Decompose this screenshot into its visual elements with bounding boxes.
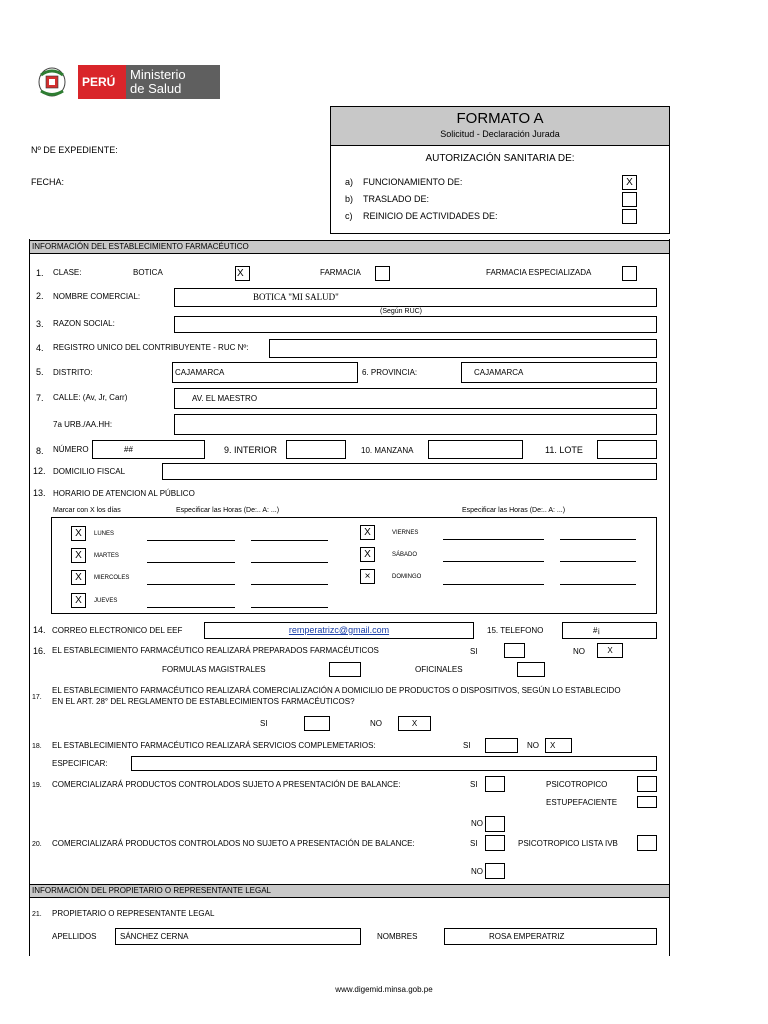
domicilio-fiscal-label: DOMICILIO FISCAL [53,467,126,476]
telefono-label: 15. TELEFONO [487,626,544,635]
domicilio-fiscal-field[interactable] [162,463,657,480]
farmacia-especializada-checkbox[interactable] [622,266,637,281]
apellidos-field[interactable] [115,928,361,945]
psico-ivb-label: PSICOTROPICO LISTA IVB [518,839,618,848]
clase-label: CLASE: [53,268,82,277]
footer-url[interactable]: www.digemid.minsa.gob.pe [335,985,433,994]
jueves-hour-to[interactable] [251,607,328,608]
martes-hour-to[interactable] [251,562,328,563]
item-number: 8. [36,446,44,456]
viernes-hour-from[interactable] [443,539,544,540]
item-number: 7. [36,393,44,403]
item-number: 20. [32,841,42,848]
manzana-field[interactable] [428,440,523,459]
item-number: 19. [32,782,42,789]
numero-field[interactable] [92,440,205,459]
interior-label: 9. INTERIOR [224,445,278,455]
form-title-box [330,106,670,234]
q19-text: COMERCIALIZARÁ PRODUCTOS CONTROLADOS SUJETO A PRESENTACIÓN DE BALANCE: [52,780,401,789]
segun-ruc-note: (Según RUC) [380,308,423,315]
item-number: 21. [32,911,42,918]
viernes-checkbox[interactable]: X [360,525,375,540]
lote-label: 11. LOTE [545,445,583,455]
viernes-hour-to[interactable] [560,539,636,540]
telefono-value: #¡ [593,626,601,635]
psico-ivb-box[interactable] [637,835,657,851]
coat-of-arms-icon [32,65,72,99]
item-number: 13. [33,488,46,498]
q17-no-mark: X [411,719,418,728]
calle-value: AV. EL MAESTRO [192,394,258,403]
nombres-label: NOMBRES [377,932,418,941]
correo-label: CORREO ELECTRONICO DEL EEF [52,626,183,635]
nombre-comercial-value: BOTICA "MI SALUD" [253,292,339,302]
item-number: 3. [36,319,44,329]
interior-field[interactable] [286,440,346,459]
expediente-label: Nº DE EXPEDIENTE: [31,145,118,155]
auth-option-label: REINICIO DE ACTIVIDADES DE: [363,211,498,221]
calle-field[interactable] [174,388,657,409]
q16-si-box[interactable] [504,643,525,658]
horario-label: HORARIO DE ATENCION AL PÚBLICO [53,489,195,498]
razon-social-field[interactable] [174,316,657,333]
marcar-dias-note: Marcar con X los días [53,507,121,514]
q20-si-box[interactable] [485,835,505,851]
q17-line1: EL ESTABLECIMIENTO FARMACÉUTICO REALIZARÁ COMERCIALIZACIÓN A DOMICILIO DE PRODUCTOS O DISPOSITIVOS, SEGÚN LO ESTABLECIDO [52,686,621,695]
miercoles-label: MIERCOLES [94,575,130,581]
urbanizacion-field[interactable] [174,414,657,435]
q16-no-box[interactable] [597,643,623,658]
q17-no-box[interactable] [398,716,431,731]
q17-no-label: NO [370,719,382,728]
numero-label: NÚMERO [53,445,89,454]
correo-field[interactable] [204,622,474,639]
q16-text: EL ESTABLECIMIENTO FARMACÉUTICO REALIZARÁ PREPARADOS FARMACÉUTICOS [52,646,379,655]
traslado-checkbox[interactable] [622,192,637,207]
sabado-hour-from[interactable] [443,561,544,562]
q16-no-mark: X [607,646,613,655]
auth-option-label: FUNCIONAMIENTO DE: [363,177,463,187]
jueves-label: JUEVES [94,598,118,604]
jueves-hour-from[interactable] [147,607,235,608]
miercoles-hour-to[interactable] [251,584,328,585]
especificar-field[interactable] [131,756,657,771]
ruc-field[interactable] [269,339,657,358]
item-number: 12. [33,466,46,476]
q20-no-label: NO [471,867,483,876]
formulas-box[interactable] [329,662,361,677]
q17-si-label: SI [260,719,268,728]
item-number: 5. [36,367,44,377]
propietario-label: PROPIETARIO O REPRESENTANTE LEGAL [52,909,215,918]
q17-line2: EN EL ART. 28° DEL REGLAMENTO DE ESTABLECIMIENTOS FARMACÉUTICOS? [52,697,355,706]
telefono-field[interactable] [562,622,657,639]
domingo-hour-from[interactable] [443,584,544,585]
especificar-horas-left: Especificar las Horas (De:.. A: ...) [176,507,280,514]
q19-si-label: SI [470,780,478,789]
botica-checkbox[interactable]: X [235,266,250,281]
botica-label: BOTICA [133,268,163,277]
provincia-field[interactable] [461,362,657,383]
q18-si-box[interactable] [485,738,518,753]
martes-hour-from[interactable] [147,562,235,563]
lunes-hour-to[interactable] [251,540,328,541]
logo-country: PERÚ [82,75,116,89]
logo-line1: Ministerio [130,67,186,82]
domingo-label: DOMINGO [392,574,422,580]
domingo-hour-to[interactable] [560,584,636,585]
q18-si-label: SI [463,741,471,750]
especificar-label: ESPECIFICAR: [52,759,108,768]
ministry-logo [32,65,220,99]
psicotropico-label: PSICOTROPICO [546,780,608,789]
nombres-field[interactable] [444,928,657,945]
urbanizacion-label: 7a URB./AA.HH: [53,420,113,429]
q18-no-box[interactable] [545,738,572,753]
distrito-value: CAJAMARCA [175,368,225,377]
item-number: 17. [32,694,42,701]
estupefaciente-box[interactable] [637,796,657,808]
miercoles-hour-from[interactable] [147,584,235,585]
auth-option-letter: b) [345,194,354,204]
form-title: FORMATO A [456,110,544,127]
lunes-hour-from[interactable] [147,540,235,541]
formulas-label: FORMULAS MAGISTRALES [162,665,266,674]
q20-no-box[interactable] [485,863,505,879]
distrito-label: DISTRITO: [53,368,93,377]
funcionamiento-checkbox[interactable]: X [622,175,637,190]
jueves-checkbox[interactable]: X [71,593,86,608]
q19-no-label: NO [471,819,483,828]
q20-text: COMERCIALIZARÁ PRODUCTOS CONTROLADOS NO SUJETO A PRESENTACIÓN DE BALANCE: [52,839,415,848]
item-number: 18. [32,743,42,750]
fecha-label: FECHA: [31,177,65,187]
especificar-horas-right: Especificar las Horas (De:.. A: ...) [462,507,566,514]
martes-label: MARTES [94,553,119,559]
q16-no-label: NO [573,647,585,656]
oficinales-label: OFICINALES [415,665,463,674]
item-number: 16. [33,646,46,656]
auth-title: AUTORIZACIÓN SANITARIA DE: [425,153,575,164]
q16-si-label: SI [470,647,478,656]
sabado-checkbox[interactable]: X [360,547,375,562]
lunes-checkbox[interactable]: X [71,526,86,541]
sabado-hour-to[interactable] [560,561,636,562]
razon-social-label: RAZON SOCIAL: [53,319,115,328]
reinicio-checkbox[interactable] [622,209,637,224]
manzana-label: 10. MANZANA [361,446,414,455]
q18-no-mark: X [550,741,556,750]
section-propietario-title: INFORMACIÓN DEL PROPIETARIO O REPRESENTANTE LEGAL [29,884,670,898]
domingo-checkbox[interactable]: × [360,569,375,584]
horario-table [51,517,657,614]
estupefaciente-label: ESTUPEFACIENTE [546,798,618,807]
psicotropico-box[interactable] [637,776,657,792]
farmacia-label: FARMACIA [320,268,361,277]
sabado-label: SÁBADO [392,552,418,558]
form-subtitle: Solicitud - Declaración Jurada [440,129,560,139]
q18-text: EL ESTABLECIMIENTO FARMACÉUTICO REALIZARÁ SERVICIOS COMPLEMETARIOS: [52,741,376,750]
auth-option-label: TRASLADO DE: [363,194,430,204]
numero-value: ## [124,445,133,454]
lunes-label: LUNES [94,531,115,537]
martes-checkbox[interactable]: X [71,548,86,563]
nombres-value: ROSA EMPERATRIZ [489,932,565,941]
distrito-field[interactable] [172,362,358,383]
correo-value[interactable]: remperatrizc@gmail.com [288,625,390,635]
item-number: 1. [36,268,44,278]
calle-label: CALLE: (Av, Jr, Carr) [53,393,128,402]
auth-option-letter: a) [345,177,354,187]
q19-si-box[interactable] [485,776,505,792]
auth-option-letter: c) [345,211,353,221]
section-establecimiento-title: INFORMACIÓN DEL ESTABLECIMIENTO FARMACÉUTICO [29,240,670,254]
apellidos-label: APELLIDOS [52,932,97,941]
item-number: 14. [33,625,46,635]
farmacia-especializada-label: FARMACIA ESPECIALIZADA [486,268,592,277]
nombre-comercial-label: NOMBRE COMERCIAL: [53,292,141,301]
q19-no-box[interactable] [485,816,505,832]
item-number: 4. [36,343,44,353]
provincia-value: CAJAMARCA [474,368,524,377]
provincia-label: 6. PROVINCIA: [362,368,418,377]
logo-line2: de Salud [130,81,182,96]
q17-si-box[interactable] [304,716,330,731]
lote-field[interactable] [597,440,657,459]
item-number: 2. [36,291,44,301]
viernes-label: VIERNES [392,530,419,536]
nombre-comercial-field[interactable] [174,288,657,307]
miercoles-checkbox[interactable]: X [71,570,86,585]
q18-no-label: NO [527,741,539,750]
oficinales-box[interactable] [517,662,545,677]
farmacia-checkbox[interactable] [375,266,390,281]
apellidos-value: SÁNCHEZ CERNA [120,932,189,941]
ruc-label: REGISTRO UNICO DEL CONTRIBUYENTE - RUC Nº: [53,343,249,352]
q20-si-label: SI [470,839,478,848]
